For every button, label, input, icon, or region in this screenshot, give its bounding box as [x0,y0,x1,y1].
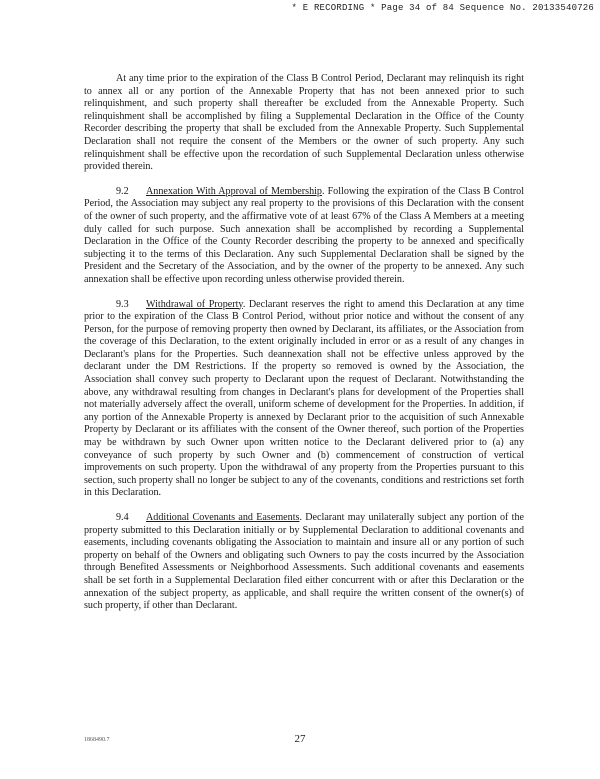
section-heading: Withdrawal of Property [146,298,243,310]
page-number: 27 [294,733,306,745]
paragraph-body: At any time prior to the expiration of the Class B Control Period, Declarant may relinquish its right to annex all or any portion of the Annexable Property that has not been annexed prior to such relinquishment, and such property shall thereafter be excluded from the Annexable Property. Such relinquishment shall be accomplished by filing a Supplemental Declaration in the Office of the County Recorder describing the property that shall be excluded from the Annexable Property. Such Supplemental Declaration shall not require the consent of the Members or the owner of such property. Any such relinquishment shall be effective upon the recordation of such Supplemental Declaration unless otherwise provided therein. [84,73,524,173]
document-body [84,73,524,625]
section-9-2 [84,186,524,287]
section-heading: Additional Covenants and Easements [146,512,300,523]
section-number: 9.4 [116,512,129,523]
section-body: . Declarant reserves the right to amend this Declaration at any time prior to the expiration of the Class B Control Period, without prior notice and without the consent of any Person, for the purpose of removing property then owned by Declarant, its affiliates, or the Association from the coverage of this Declaration, to the extent originally included in error or as a result of any changes in Declarant's plans for the Properties. Such deannexation shall not be effective unless approved by the declarant under the DM Restrictions. If the property so removed is owned by the Association, the Association shall convey such property to Declarant upon the request of Declarant. Notwithstanding the above, any withdrawal resulting from changes in Declarant's plans for development of the Properties shall not materially adversely affect the overall, uniform scheme of development for the Properties. In addition, if any portion of the Annexable Property is annexed by Declarant prior to the acquisition of such Annexable Property by Declarant or its affiliates with the consent of the Owner thereof, such portion of the Properties may be withdrawn by such Owner upon written notice to the Declarant delivered prior to (a) any conveyance of such property by such Owner and (b) commencement of construction of vertical improvements on such property. Upon the withdrawal of any property from the Properties pursuant to this section, such property shall no longer be subject to any of the covenants, conditions and restrictions set forth in this Declaration. [84,298,524,499]
section-body: . Declarant may unilaterally subject any portion of the property submitted to this Declaration initially or by Supplemental Declaration to additional covenants and easements, including covenants obligating the Association to maintain and insure all or any portion of such property on behalf of the Owners and obligating such Owners to pay the costs incurred by the Association through Benefited Assessments or Neighborhood Assessments. Such additional covenants and easements shall be set forth in a Supplemental Declaration filed either concurrent with or after this Declaration or the annexation of the subject property, as applicable, and shall require the written consent of the owner(s) of such property, if other than Declarant. [84,512,524,612]
paragraph-relinquishment [84,73,524,174]
recording-header: * E RECORDING * Page 34 of 84 Sequence No. 20133540726 [291,3,594,13]
section-body: . Following the expiration of the Class B Control Period, the Association may subject any real property to the provisions of this Declaration with the consent of the owner of such property, and the affirmative vote of at least 67% of the Class A Members at a meeting duly called for such purpose. Such annexation shall be accomplished by recording a Supplemental Declaration in the Office of the County Recorder describing the property to be annexed and specifically subjecting it to the terms of this Declaration. Any such Supplemental Declaration shall be signed by the President and the Secretary of the Association, and by the owner of the property to be annexed. Any such annexation shall be effective upon recording unless otherwise provided therein. [84,185,524,285]
document-id: 1868490.7 [84,737,110,743]
section-9-4 [84,512,524,613]
section-number: 9.2 [116,185,129,197]
section-heading: Annexation With Approval of Membership [146,185,322,197]
section-number: 9.3 [116,298,129,310]
section-9-3 [84,299,524,501]
